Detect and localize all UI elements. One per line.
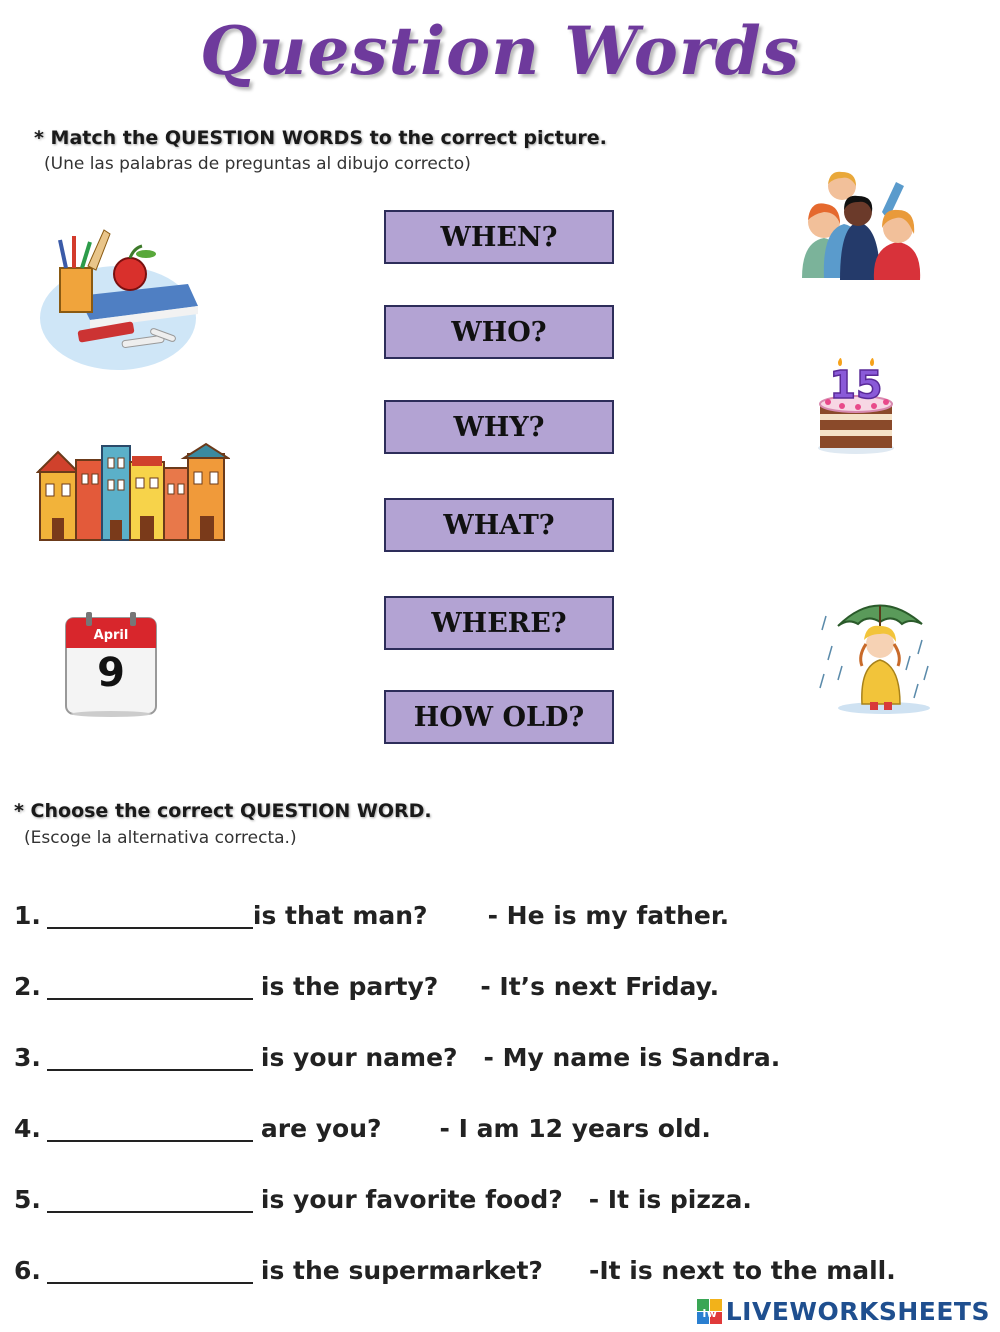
question-text: is your name?	[260, 1042, 458, 1072]
question-text: is that man?	[252, 900, 428, 930]
calendar-day: 9	[97, 650, 125, 696]
answer-text: - My name is Sandra.	[483, 1042, 781, 1072]
answer-text: - It’s next Friday.	[480, 971, 720, 1001]
word-box-who[interactable]: WHO?	[384, 305, 614, 359]
match-instruction: * Match the QUESTION WORDS to the correct picture.	[34, 127, 607, 149]
question-number: 5.	[14, 1184, 41, 1214]
page-title: Question Words	[199, 12, 800, 90]
answer-text: -It is next to the mall.	[588, 1255, 896, 1285]
liveworksheets-logo[interactable]	[697, 1297, 990, 1326]
choose-translation: (Escoge la alternativa correcta.)	[24, 828, 297, 848]
question-number: 2.	[14, 971, 41, 1001]
word-box-what[interactable]: WHAT?	[384, 498, 614, 552]
liveworksheets-logo-icon	[697, 1299, 723, 1325]
question-row	[14, 1108, 711, 1148]
match-translation: (Une las palabras de preguntas al dibujo correcto)	[44, 154, 471, 174]
school-supplies-picture[interactable]	[38, 226, 204, 374]
answer-text: - It is pizza.	[588, 1184, 752, 1214]
question-text: are you?	[260, 1113, 382, 1143]
word-box-where[interactable]: WHERE?	[384, 596, 614, 650]
answer-text: - He is my father.	[487, 900, 730, 930]
buildings-picture[interactable]	[36, 440, 230, 544]
question-number: 3.	[14, 1042, 41, 1072]
answer-blank[interactable]	[47, 972, 253, 1000]
answer-blank[interactable]	[47, 901, 253, 929]
word-box-why[interactable]: WHY?	[384, 400, 614, 454]
question-number: 1.	[14, 900, 41, 930]
question-text: is the party?	[260, 971, 439, 1001]
question-text: is your favorite food?	[260, 1184, 563, 1214]
question-row	[14, 1179, 752, 1219]
answer-text: - I am 12 years old.	[439, 1113, 711, 1143]
question-number: 6.	[14, 1255, 41, 1285]
girl-in-rain-picture[interactable]	[818, 596, 936, 718]
question-number: 4.	[14, 1113, 41, 1143]
people-picture[interactable]	[796, 168, 926, 280]
word-box-when[interactable]: WHEN?	[384, 210, 614, 264]
calendar-picture[interactable]	[64, 610, 158, 718]
question-row	[14, 895, 729, 935]
calendar-month: April	[93, 628, 129, 643]
answer-blank[interactable]	[47, 1256, 253, 1284]
choose-instruction: * Choose the correct QUESTION WORD.	[14, 800, 432, 822]
svg-text:lw: lw	[702, 1306, 718, 1320]
question-row	[14, 1037, 780, 1077]
word-box-how-old[interactable]: HOW OLD?	[384, 690, 614, 744]
question-row	[14, 1250, 896, 1290]
liveworksheets-logo-text: LIVEWORKSHEETS	[725, 1297, 990, 1326]
birthday-cake-picture[interactable]	[814, 350, 898, 458]
answer-blank[interactable]	[47, 1185, 253, 1213]
answer-blank[interactable]	[47, 1043, 253, 1071]
cake-number: 15	[829, 363, 883, 407]
question-row	[14, 966, 719, 1006]
question-text: is the supermarket?	[260, 1255, 543, 1285]
answer-blank[interactable]	[47, 1114, 253, 1142]
